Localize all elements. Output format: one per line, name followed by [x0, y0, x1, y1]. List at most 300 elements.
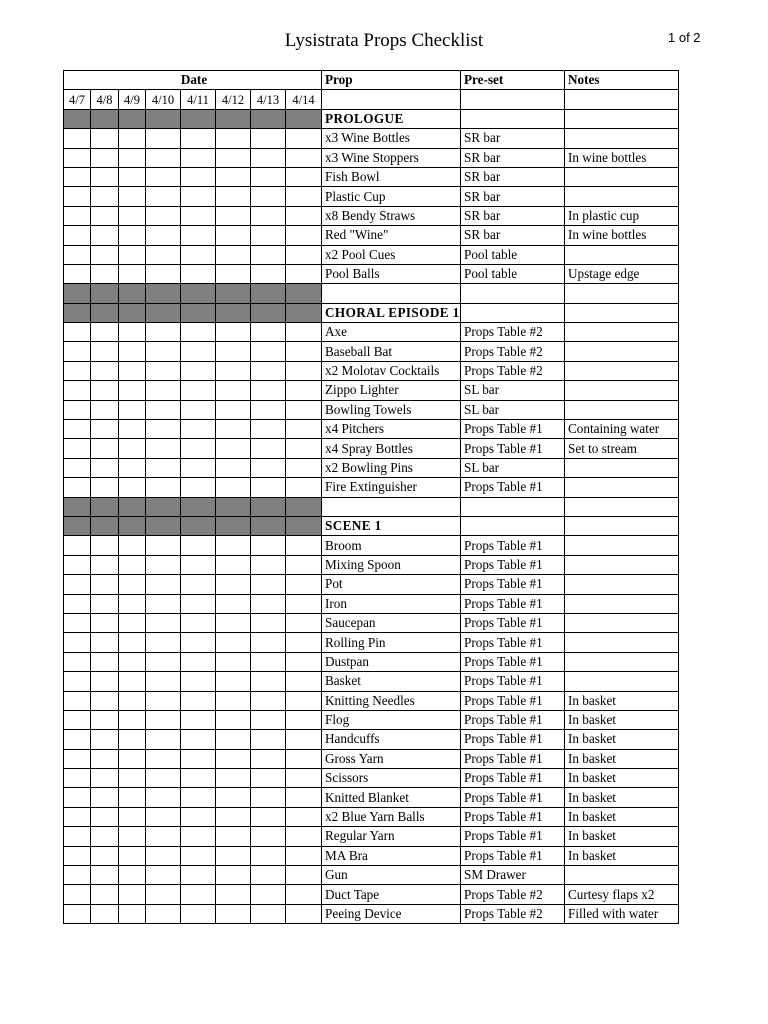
checkbox-cell[interactable]	[146, 769, 181, 788]
checkbox-cell[interactable]	[146, 400, 181, 419]
checkbox-cell[interactable]	[91, 536, 119, 555]
checkbox-cell[interactable]	[181, 652, 216, 671]
checkbox-cell[interactable]	[64, 555, 91, 574]
checkbox-cell[interactable]	[146, 245, 181, 264]
checkbox-cell[interactable]	[64, 652, 91, 671]
checkbox-cell[interactable]	[91, 710, 119, 729]
checkbox-cell[interactable]	[251, 730, 286, 749]
checkbox-cell[interactable]	[91, 206, 119, 225]
checkbox-cell[interactable]	[181, 613, 216, 632]
checkbox-cell[interactable]	[181, 866, 216, 885]
checkbox-cell[interactable]	[216, 613, 251, 632]
checkbox-cell[interactable]	[216, 652, 251, 671]
preset-cell: Props Table #1	[461, 633, 565, 652]
checkbox-cell[interactable]	[251, 885, 286, 904]
checkbox-cell[interactable]	[251, 400, 286, 419]
checkbox-cell[interactable]	[91, 788, 119, 807]
checkbox-cell[interactable]	[91, 575, 119, 594]
checkbox-cell[interactable]	[91, 439, 119, 458]
checkbox-cell[interactable]	[146, 439, 181, 458]
checkbox-cell[interactable]	[181, 594, 216, 613]
checkbox-cell[interactable]	[181, 206, 216, 225]
checkbox-cell[interactable]	[286, 361, 322, 380]
checkbox-cell[interactable]	[119, 129, 146, 148]
checkbox-cell[interactable]	[251, 788, 286, 807]
checkbox-cell[interactable]	[146, 187, 181, 206]
checkbox-cell[interactable]	[181, 710, 216, 729]
checkbox-cell[interactable]	[119, 264, 146, 283]
checkbox-cell[interactable]	[286, 904, 322, 923]
checkbox-cell[interactable]	[146, 575, 181, 594]
checkbox-cell[interactable]	[286, 866, 322, 885]
checkbox-cell[interactable]	[119, 866, 146, 885]
checkbox-cell[interactable]	[91, 846, 119, 865]
checkbox-cell[interactable]	[216, 672, 251, 691]
checkbox-cell[interactable]	[251, 749, 286, 768]
checkbox-cell[interactable]	[251, 226, 286, 245]
checkbox-cell[interactable]	[64, 458, 91, 477]
checkbox-cell[interactable]	[91, 420, 119, 439]
checkbox-cell[interactable]	[64, 846, 91, 865]
checkbox-cell[interactable]	[216, 245, 251, 264]
checkbox-cell[interactable]	[64, 769, 91, 788]
checkbox-cell[interactable]	[91, 749, 119, 768]
checkbox-cell[interactable]	[91, 807, 119, 826]
checkbox-cell[interactable]	[64, 575, 91, 594]
checkbox-cell[interactable]	[216, 167, 251, 186]
checkbox-cell[interactable]	[251, 148, 286, 167]
checkbox-cell[interactable]	[181, 807, 216, 826]
checkbox-cell[interactable]	[64, 245, 91, 264]
checkbox-cell[interactable]	[251, 187, 286, 206]
checkbox-cell[interactable]	[251, 633, 286, 652]
checkbox-cell[interactable]	[251, 613, 286, 632]
checkbox-cell[interactable]	[216, 594, 251, 613]
checkbox-cell[interactable]	[64, 420, 91, 439]
checkbox-cell[interactable]	[119, 769, 146, 788]
checkbox-cell[interactable]	[146, 129, 181, 148]
checkbox-cell[interactable]	[64, 536, 91, 555]
checkbox-cell[interactable]	[181, 323, 216, 342]
checkbox-cell[interactable]	[64, 264, 91, 283]
checkbox-cell[interactable]	[64, 323, 91, 342]
checkbox-cell[interactable]	[286, 342, 322, 361]
checkbox-cell[interactable]	[91, 478, 119, 497]
checkbox-cell[interactable]	[216, 361, 251, 380]
checkbox-cell[interactable]	[216, 536, 251, 555]
checkbox-cell[interactable]	[251, 827, 286, 846]
checkbox-cell[interactable]	[119, 536, 146, 555]
checkbox-cell[interactable]	[286, 575, 322, 594]
checkbox-cell[interactable]	[216, 575, 251, 594]
checkbox-cell[interactable]	[119, 206, 146, 225]
checkbox-cell[interactable]	[286, 264, 322, 283]
checkbox-cell[interactable]	[119, 478, 146, 497]
checkbox-cell[interactable]	[91, 691, 119, 710]
checkbox-cell[interactable]	[181, 361, 216, 380]
checkbox-cell[interactable]	[181, 187, 216, 206]
checkbox-cell[interactable]	[216, 420, 251, 439]
checkbox-cell[interactable]	[146, 458, 181, 477]
checkbox-cell[interactable]	[216, 342, 251, 361]
checkbox-cell[interactable]	[181, 769, 216, 788]
checkbox-cell[interactable]	[146, 788, 181, 807]
checkbox-cell[interactable]	[64, 885, 91, 904]
checkbox-cell[interactable]	[286, 555, 322, 574]
checkbox-cell[interactable]	[286, 730, 322, 749]
checkbox-cell[interactable]	[119, 420, 146, 439]
checkbox-cell[interactable]	[286, 458, 322, 477]
checkbox-cell[interactable]	[251, 420, 286, 439]
checkbox-cell[interactable]	[251, 575, 286, 594]
checkbox-cell[interactable]	[181, 730, 216, 749]
checkbox-cell[interactable]	[286, 187, 322, 206]
checkbox-cell[interactable]	[286, 323, 322, 342]
checkbox-cell[interactable]	[181, 264, 216, 283]
checkbox-cell[interactable]	[64, 439, 91, 458]
checkbox-cell[interactable]	[91, 323, 119, 342]
checkbox-cell[interactable]	[251, 594, 286, 613]
checkbox-cell[interactable]	[216, 749, 251, 768]
checkbox-cell[interactable]	[146, 264, 181, 283]
checkbox-cell[interactable]	[216, 885, 251, 904]
checkbox-cell[interactable]	[64, 226, 91, 245]
checkbox-cell[interactable]	[146, 749, 181, 768]
checkbox-cell[interactable]	[91, 555, 119, 574]
checkbox-cell[interactable]	[119, 555, 146, 574]
checkbox-cell[interactable]	[146, 148, 181, 167]
checkbox-cell[interactable]	[146, 846, 181, 865]
checkbox-cell[interactable]	[216, 769, 251, 788]
checkbox-cell[interactable]	[286, 807, 322, 826]
checkbox-cell[interactable]	[91, 904, 119, 923]
checkbox-cell[interactable]	[146, 613, 181, 632]
checkbox-cell[interactable]	[91, 613, 119, 632]
checkbox-cell[interactable]	[146, 652, 181, 671]
checkbox-cell[interactable]	[286, 885, 322, 904]
checkbox-cell[interactable]	[146, 691, 181, 710]
checkbox-cell[interactable]	[64, 206, 91, 225]
checkbox-cell[interactable]	[119, 594, 146, 613]
checkbox-cell[interactable]	[146, 594, 181, 613]
checkbox-cell[interactable]	[146, 807, 181, 826]
checkbox-cell[interactable]	[119, 342, 146, 361]
checkbox-cell[interactable]	[119, 167, 146, 186]
checkbox-cell[interactable]	[146, 420, 181, 439]
checkbox-cell[interactable]	[146, 633, 181, 652]
checkbox-cell[interactable]	[119, 807, 146, 826]
checkbox-cell[interactable]	[91, 245, 119, 264]
checkbox-cell[interactable]	[216, 381, 251, 400]
checkbox-cell[interactable]	[286, 710, 322, 729]
checkbox-cell[interactable]	[216, 264, 251, 283]
checkbox-cell[interactable]	[64, 788, 91, 807]
checkbox-cell[interactable]	[251, 652, 286, 671]
checkbox-cell[interactable]	[64, 613, 91, 632]
checkbox-cell[interactable]	[146, 361, 181, 380]
checkbox-cell[interactable]	[119, 148, 146, 167]
checkbox-cell[interactable]	[251, 264, 286, 283]
checkbox-cell[interactable]	[119, 885, 146, 904]
prop-cell: Knitting Needles	[322, 691, 461, 710]
checkbox-cell[interactable]	[181, 827, 216, 846]
checkbox-cell[interactable]	[216, 439, 251, 458]
checkbox-cell[interactable]	[251, 478, 286, 497]
checkbox-cell[interactable]	[181, 633, 216, 652]
checkbox-cell[interactable]	[251, 536, 286, 555]
checkbox-cell[interactable]	[146, 827, 181, 846]
checkbox-cell[interactable]	[119, 439, 146, 458]
checkbox-cell[interactable]	[251, 381, 286, 400]
checkbox-cell[interactable]	[91, 458, 119, 477]
checkbox-cell[interactable]	[91, 633, 119, 652]
checkbox-cell[interactable]	[64, 691, 91, 710]
checkbox-cell[interactable]	[181, 458, 216, 477]
checkbox-cell[interactable]	[64, 361, 91, 380]
checkbox-cell[interactable]	[216, 400, 251, 419]
checkbox-cell[interactable]	[216, 866, 251, 885]
checkbox-cell[interactable]	[216, 226, 251, 245]
checkbox-cell[interactable]	[216, 323, 251, 342]
checkbox-cell[interactable]	[91, 885, 119, 904]
checkbox-cell[interactable]	[181, 536, 216, 555]
checkbox-cell[interactable]	[181, 691, 216, 710]
checkbox-cell[interactable]	[181, 904, 216, 923]
checkbox-cell[interactable]	[181, 672, 216, 691]
checkbox-cell[interactable]	[91, 769, 119, 788]
checkbox-cell[interactable]	[119, 361, 146, 380]
checkbox-cell[interactable]	[64, 148, 91, 167]
checkbox-cell[interactable]	[64, 807, 91, 826]
checkbox-cell[interactable]	[286, 633, 322, 652]
checkbox-cell[interactable]	[181, 478, 216, 497]
checkbox-cell[interactable]	[251, 807, 286, 826]
checkbox-cell[interactable]	[251, 555, 286, 574]
checkbox-cell[interactable]	[146, 730, 181, 749]
checkbox-cell[interactable]	[119, 710, 146, 729]
checkbox-cell[interactable]	[216, 730, 251, 749]
checkbox-cell[interactable]	[146, 866, 181, 885]
checkbox-cell[interactable]	[64, 381, 91, 400]
checkbox-cell[interactable]	[286, 206, 322, 225]
checkbox-cell[interactable]	[119, 187, 146, 206]
checkbox-cell[interactable]	[119, 749, 146, 768]
checkbox-cell[interactable]	[181, 885, 216, 904]
checkbox-cell[interactable]	[64, 866, 91, 885]
checkbox-cell[interactable]	[119, 226, 146, 245]
checkbox-cell[interactable]	[119, 613, 146, 632]
checkbox-cell[interactable]	[119, 788, 146, 807]
checkbox-cell[interactable]	[181, 400, 216, 419]
checkbox-cell[interactable]	[119, 846, 146, 865]
checkbox-cell[interactable]	[251, 245, 286, 264]
shaded-date-cell	[286, 284, 322, 303]
checkbox-cell[interactable]	[251, 206, 286, 225]
checkbox-cell[interactable]	[146, 710, 181, 729]
checkbox-cell[interactable]	[64, 730, 91, 749]
checkbox-cell[interactable]	[119, 904, 146, 923]
checkbox-cell[interactable]	[286, 594, 322, 613]
checkbox-cell[interactable]	[146, 536, 181, 555]
checkbox-cell[interactable]	[286, 439, 322, 458]
checkbox-cell[interactable]	[286, 226, 322, 245]
checkbox-cell[interactable]	[91, 652, 119, 671]
checkbox-cell[interactable]	[181, 342, 216, 361]
checkbox-cell[interactable]	[119, 575, 146, 594]
checkbox-cell[interactable]	[216, 458, 251, 477]
checkbox-cell[interactable]	[91, 730, 119, 749]
checkbox-cell[interactable]	[286, 827, 322, 846]
checkbox-cell[interactable]	[286, 400, 322, 419]
checkbox-cell[interactable]	[251, 769, 286, 788]
checkbox-cell[interactable]	[119, 323, 146, 342]
checkbox-cell[interactable]	[146, 167, 181, 186]
checkbox-cell[interactable]	[119, 691, 146, 710]
checkbox-cell[interactable]	[181, 148, 216, 167]
checkbox-cell[interactable]	[146, 206, 181, 225]
checkbox-cell[interactable]	[119, 458, 146, 477]
checkbox-cell[interactable]	[119, 672, 146, 691]
checkbox-cell[interactable]	[251, 691, 286, 710]
checkbox-cell[interactable]	[64, 633, 91, 652]
checkbox-cell[interactable]	[64, 672, 91, 691]
checkbox-cell[interactable]	[286, 788, 322, 807]
checkbox-cell[interactable]	[286, 478, 322, 497]
checkbox-cell[interactable]	[91, 148, 119, 167]
checkbox-cell[interactable]	[216, 691, 251, 710]
checkbox-cell[interactable]	[216, 555, 251, 574]
checkbox-cell[interactable]	[286, 167, 322, 186]
checkbox-cell[interactable]	[119, 245, 146, 264]
checkbox-cell[interactable]	[286, 245, 322, 264]
checkbox-cell[interactable]	[146, 226, 181, 245]
checkbox-cell[interactable]	[119, 633, 146, 652]
checkbox-cell[interactable]	[286, 846, 322, 865]
checkbox-cell[interactable]	[216, 807, 251, 826]
checkbox-cell[interactable]	[286, 613, 322, 632]
checkbox-cell[interactable]	[146, 342, 181, 361]
checkbox-cell[interactable]	[251, 342, 286, 361]
checkbox-cell[interactable]	[64, 749, 91, 768]
checkbox-cell[interactable]	[119, 652, 146, 671]
checkbox-cell[interactable]	[64, 710, 91, 729]
checkbox-cell[interactable]	[181, 381, 216, 400]
checkbox-cell[interactable]	[181, 245, 216, 264]
checkbox-cell[interactable]	[286, 652, 322, 671]
checkbox-cell[interactable]	[251, 904, 286, 923]
checkbox-cell[interactable]	[181, 555, 216, 574]
checkbox-cell[interactable]	[251, 866, 286, 885]
checkbox-cell[interactable]	[146, 904, 181, 923]
checkbox-cell[interactable]	[251, 710, 286, 729]
checkbox-cell[interactable]	[91, 594, 119, 613]
checkbox-cell[interactable]	[91, 187, 119, 206]
checkbox-cell[interactable]	[216, 206, 251, 225]
checkbox-cell[interactable]	[286, 148, 322, 167]
checkbox-cell[interactable]	[91, 827, 119, 846]
checkbox-cell[interactable]	[216, 478, 251, 497]
checkbox-cell[interactable]	[216, 148, 251, 167]
checkbox-cell[interactable]	[119, 730, 146, 749]
checkbox-cell[interactable]	[64, 129, 91, 148]
checkbox-cell[interactable]	[216, 129, 251, 148]
checkbox-cell[interactable]	[91, 129, 119, 148]
date-cell: 4/14	[286, 90, 322, 109]
checkbox-cell[interactable]	[251, 361, 286, 380]
checkbox-cell[interactable]	[286, 672, 322, 691]
checkbox-cell[interactable]	[216, 827, 251, 846]
checkbox-cell[interactable]	[251, 672, 286, 691]
checkbox-cell[interactable]	[91, 264, 119, 283]
checkbox-cell[interactable]	[64, 904, 91, 923]
checkbox-cell[interactable]	[64, 827, 91, 846]
checkbox-cell[interactable]	[216, 846, 251, 865]
checkbox-cell[interactable]	[91, 361, 119, 380]
checkbox-cell[interactable]	[216, 710, 251, 729]
checkbox-cell[interactable]	[251, 129, 286, 148]
checkbox-cell[interactable]	[91, 672, 119, 691]
checkbox-cell[interactable]	[64, 400, 91, 419]
checkbox-cell[interactable]	[64, 594, 91, 613]
checkbox-cell[interactable]	[286, 749, 322, 768]
checkbox-cell[interactable]	[181, 439, 216, 458]
checkbox-cell[interactable]	[251, 458, 286, 477]
checkbox-cell[interactable]	[91, 342, 119, 361]
checkbox-cell[interactable]	[181, 788, 216, 807]
checkbox-cell[interactable]	[64, 478, 91, 497]
checkbox-cell[interactable]	[181, 226, 216, 245]
checkbox-cell[interactable]	[286, 381, 322, 400]
checkbox-cell[interactable]	[64, 167, 91, 186]
checkbox-cell[interactable]	[146, 323, 181, 342]
checkbox-cell[interactable]	[119, 827, 146, 846]
checkbox-cell[interactable]	[146, 555, 181, 574]
checkbox-cell[interactable]	[251, 323, 286, 342]
checkbox-cell[interactable]	[286, 420, 322, 439]
checkbox-cell[interactable]	[286, 691, 322, 710]
checkbox-cell[interactable]	[119, 400, 146, 419]
checkbox-cell[interactable]	[146, 381, 181, 400]
checkbox-cell[interactable]	[216, 788, 251, 807]
checkbox-cell[interactable]	[91, 400, 119, 419]
checkbox-cell[interactable]	[146, 478, 181, 497]
checkbox-cell[interactable]	[216, 904, 251, 923]
checkbox-cell[interactable]	[91, 866, 119, 885]
checkbox-cell[interactable]	[216, 187, 251, 206]
checkbox-cell[interactable]	[251, 439, 286, 458]
checkbox-cell[interactable]	[91, 381, 119, 400]
checkbox-cell[interactable]	[181, 846, 216, 865]
checkbox-cell[interactable]	[181, 749, 216, 768]
checkbox-cell[interactable]	[286, 129, 322, 148]
checkbox-cell[interactable]	[181, 575, 216, 594]
checkbox-cell[interactable]	[91, 167, 119, 186]
checkbox-cell[interactable]	[91, 226, 119, 245]
checkbox-cell[interactable]	[181, 420, 216, 439]
checkbox-cell[interactable]	[286, 769, 322, 788]
checkbox-cell[interactable]	[286, 536, 322, 555]
checkbox-cell[interactable]	[146, 672, 181, 691]
checkbox-cell[interactable]	[251, 846, 286, 865]
checkbox-cell[interactable]	[64, 342, 91, 361]
checkbox-cell[interactable]	[119, 381, 146, 400]
checkbox-cell[interactable]	[181, 129, 216, 148]
checkbox-cell[interactable]	[181, 167, 216, 186]
checkbox-cell[interactable]	[64, 187, 91, 206]
checkbox-cell[interactable]	[146, 885, 181, 904]
checkbox-cell[interactable]	[251, 167, 286, 186]
checkbox-cell[interactable]	[216, 633, 251, 652]
